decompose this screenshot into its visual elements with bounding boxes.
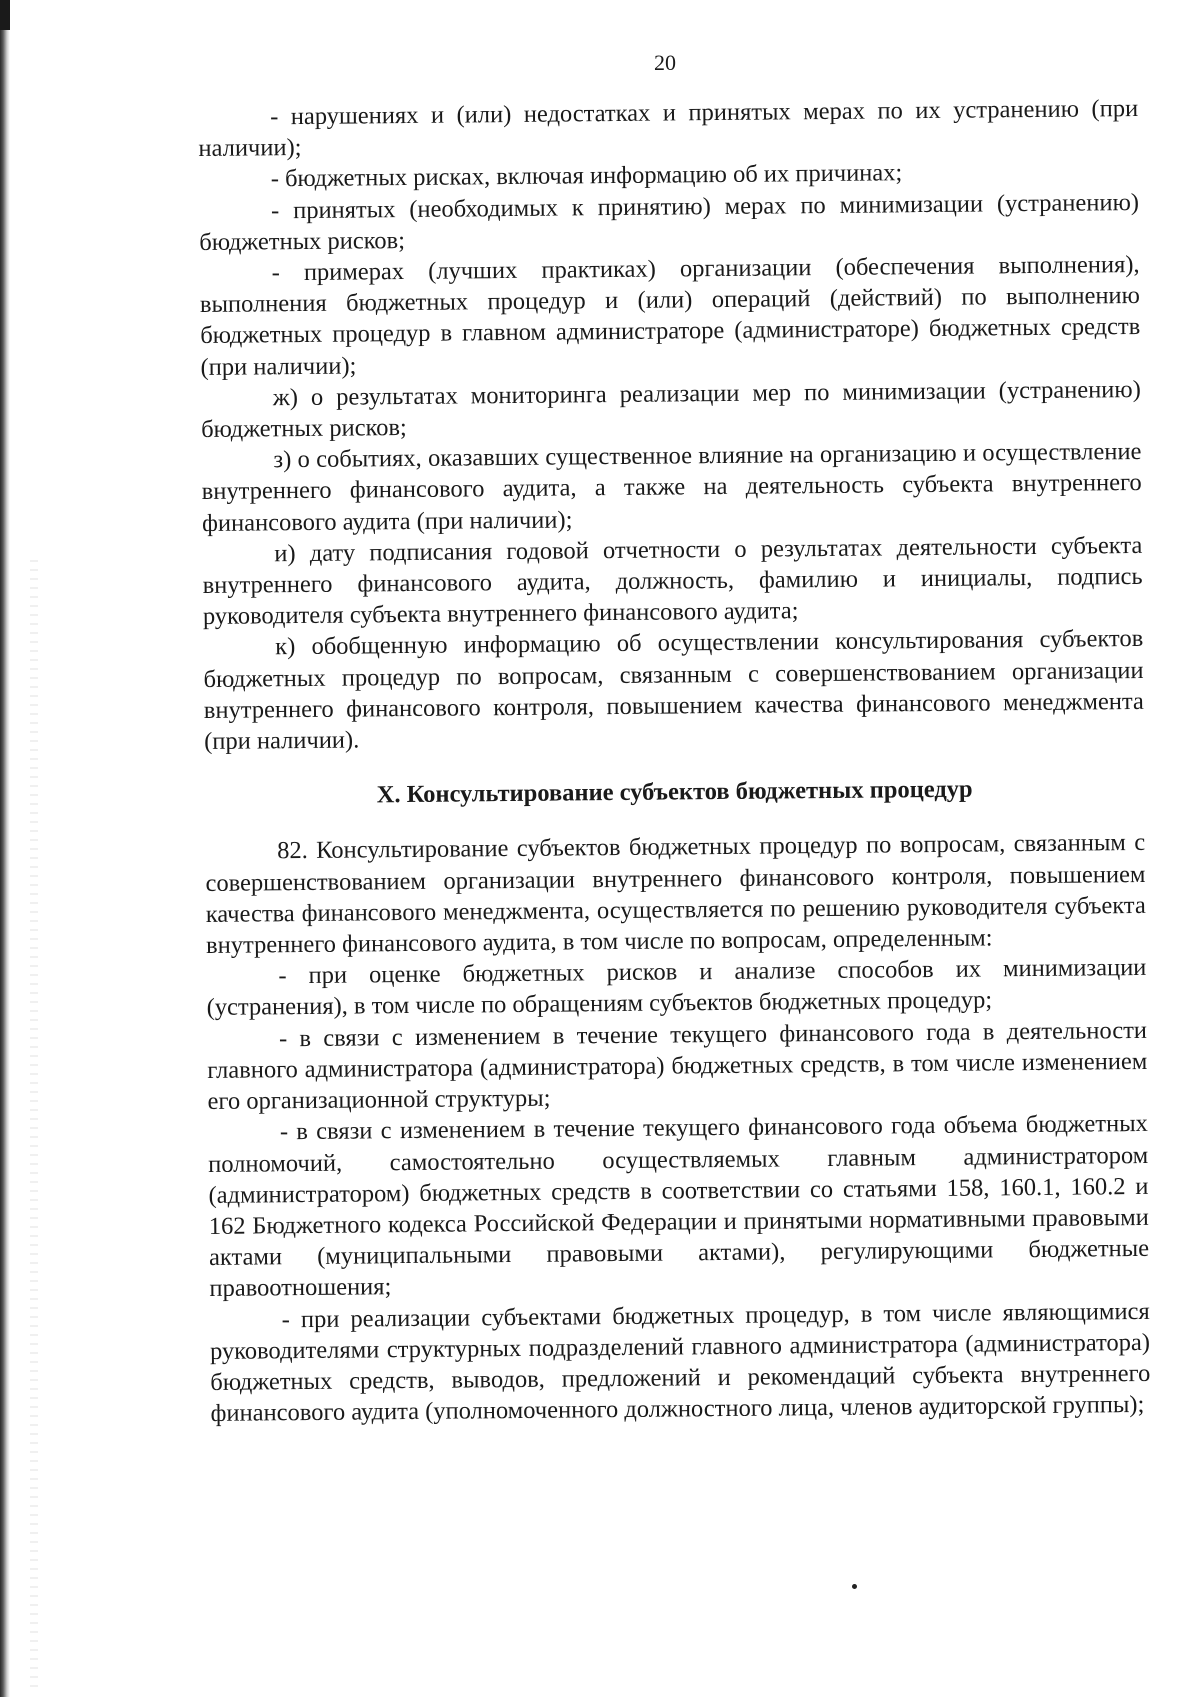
- list-item: - бюджетных рисках, включая информацию об их причинах;: [270, 159, 903, 193]
- list-item: - в связи с изменением в течение текущего финансового года в деятельности главного администратора (администратора) бюджетных средств, в том числе изменением его организационной структуры;: [207, 1016, 1148, 1116]
- list-item: - в связи с изменением в течение текущего финансового года объема бюджетных полномочий, самостоятельно осуществляемых главным администратором (администратором) бюджетных средств в соответствии со статьями 158, 160.1, 160.2 и 162 Бюджетного кодекса Российской Федерации и принятыми нормативными правовыми актами (муниципальными правовыми актами), регулирующими бюджетные правоотношения;: [208, 1110, 1150, 1303]
- page-number: 20: [654, 50, 676, 75]
- section-heading: X. Консультирование субъектов бюджетных процедур: [376, 775, 973, 809]
- list-item: - примерах (лучших практиках) организации (обеспечения выполнения), выполнения бюджетных процедур и (или) операций (действий) по выполнению бюджетных процедур в главном администраторе (администраторе) бюджетных средств (при наличии);: [199, 250, 1141, 381]
- document-body: [198, 93, 1151, 1429]
- list-item: к) обобщенную информацию об осуществлении консультирования субъектов бюджетных процедур по вопросам, связанным с совершенствованием организации внутреннего финансового контроля, повышением качества финансового менеджмента (при наличии).: [203, 625, 1144, 756]
- list-item: ж) о результатах мониторинга реализации мер по минимизации (устранению) бюджетных рисков;: [201, 375, 1141, 444]
- list-item: - нарушениях и (или) недостатках и принятых мерах по их устранению (при наличии);: [198, 94, 1139, 163]
- list-item: - при оценке бюджетных рисков и анализе способов их минимизации (устранения), в том числе по обращениям субъектов бюджетных процедур;: [206, 954, 1147, 1022]
- scan-left-edge: [0, 0, 10, 1697]
- list-item: з) о событиях, оказавших существенное влияние на организацию и осуществление внутреннего финансового аудита, а также на деятельность субъекта внутреннего финансового аудита (при наличии);: [201, 438, 1142, 537]
- list-item: - при реализации субъектами бюджетных процедур, в том числе являющимися руководителями структурных подразделений главного администратора (администратора) бюджетных средств, выводов, предложений и рекомендаций субъекта внутреннего финансового аудита (уполномоченного должностного лица, членов аудиторской группы);: [209, 1297, 1151, 1428]
- scan-top-corner: [0, 0, 10, 30]
- clause-paragraph: 82. Консультирование субъектов бюджетных процедур по вопросам, связанным с совершенствованием организации внутреннего финансового контроля, повышением качества финансового менеджмента, осуществляется по решению руководителя субъекта внутреннего финансового аудита, в том числе по вопросам, определенным:: [205, 829, 1146, 960]
- scan-dot-mark: [852, 1584, 857, 1589]
- list-item: - принятых (необходимых к принятию) мерах по минимизации (устранению) бюджетных рисков;: [199, 188, 1140, 256]
- list-item: и) дату подписания годовой отчетности о результатах деятельности субъекта внутреннего финансового аудита, должность, фамилию и инициалы, подпись руководителя субъекта внутреннего финансового аудита;: [202, 531, 1143, 631]
- scan-speckle: [30, 560, 38, 1690]
